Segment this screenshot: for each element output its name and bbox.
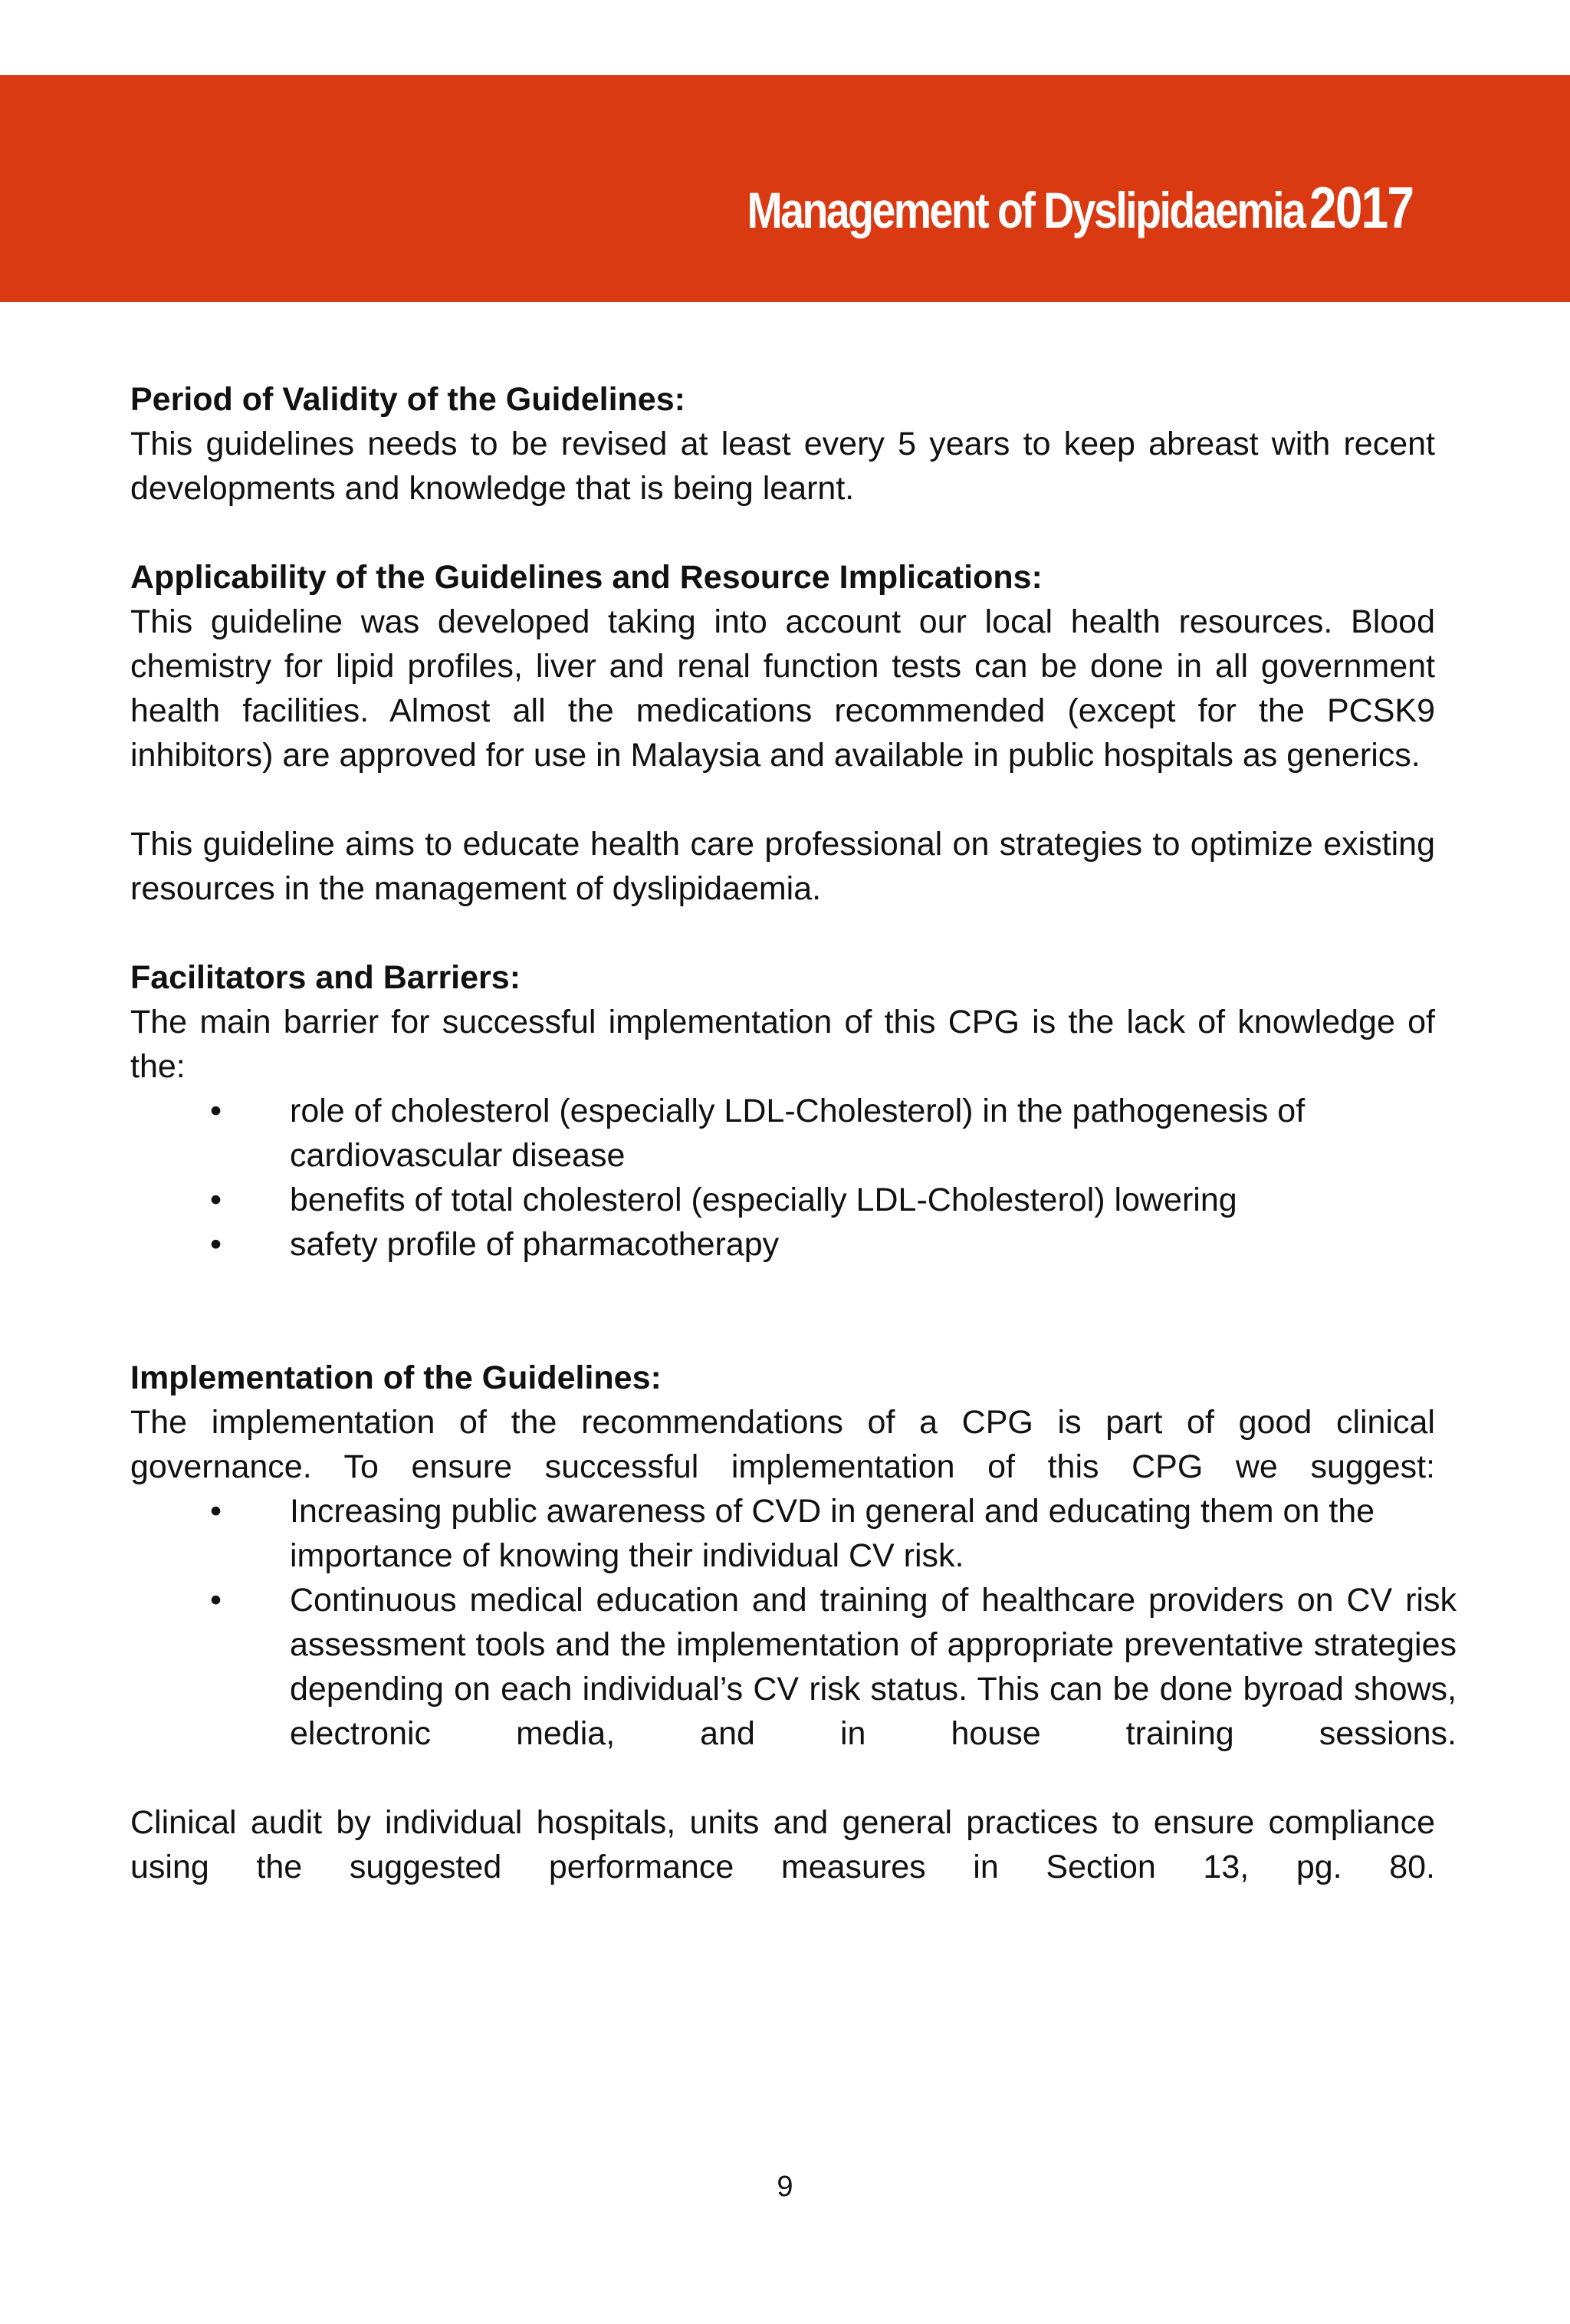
list-item — [130, 1489, 1435, 1578]
section-heading: Applicability of the Guidelines and Resource Implications: — [130, 559, 1043, 596]
section-applicability — [130, 555, 1435, 777]
list-item — [130, 1578, 1457, 1756]
section-heading: Period of Validity of the Guidelines: — [130, 381, 685, 418]
header-title-text: Management of Dyslipidaemia — [747, 182, 1304, 238]
header-year: 2017 — [1309, 176, 1413, 241]
page-number: 9 — [777, 2171, 793, 2203]
section-heading: Implementation of the Guidelines: — [130, 1359, 662, 1396]
section-paragraph: Clinical audit by individual hospitals, units and general practices to ensure compliance using the suggested performance measures in Section 13, pg. 80. — [130, 1804, 1435, 1885]
section-facilitators — [130, 955, 1435, 1267]
bullet-icon: • — [210, 1182, 222, 1218]
bullet-icon: • — [210, 1093, 222, 1129]
section-paragraph: The main barrier for successful implementation of this CPG is the lack of knowledge of the: — [130, 1004, 1435, 1085]
list-item-text: Continuous medical education and training of healthcare providers on CV risk assessment tools and the implementation of appropriate preventative strategies depending on each individual’s CV risk status. This can be done byroad shows, electronic media, and in house training sessions. — [290, 1582, 1457, 1752]
section-paragraph: This guidelines needs to be revised at least every 5 years to keep abreast with recent developments and knowledge that is being learnt. — [130, 426, 1435, 507]
list-item-text: Increasing public awareness of CVD in general and educating them on the importance of knowing their individual CV risk. — [290, 1493, 1375, 1574]
page-content — [130, 377, 1457, 1934]
section-paragraph: This guideline was developed taking into account our local health resources. Blood chemistry for lipid profiles, liver and renal function tests can be done in all government health facilities. Almost all the medications recommended (except for the PCSK9 inhibitors) are approved for use in Malaysia and available in public hospitals as generics. — [130, 603, 1435, 774]
section-paragraph: This guideline aims to educate health care professional on strategies to optimize existing resources in the management of dyslipidaemia. — [130, 826, 1435, 907]
header-title — [747, 178, 1413, 241]
list-item-text: safety profile of pharmacotherapy — [290, 1226, 780, 1263]
bullet-icon: • — [210, 1582, 222, 1619]
section-implementation — [130, 1356, 1457, 1756]
list-item — [130, 1089, 1435, 1178]
list-item — [130, 1222, 1435, 1267]
section-paragraph: The implementation of the recommendations of a CPG is part of good clinical governance. To ensure successful implementation of this CPG we suggest: — [130, 1404, 1435, 1485]
barrier-list — [130, 1089, 1435, 1267]
bullet-icon: • — [210, 1493, 222, 1530]
implementation-list — [130, 1489, 1457, 1756]
section-heading: Facilitators and Barriers: — [130, 959, 521, 996]
list-item — [130, 1178, 1435, 1222]
list-item-text: role of cholesterol (especially LDL-Cholesterol) in the pathogenesis of cardiovascular disease — [290, 1093, 1306, 1174]
list-item-text: benefits of total cholesterol (especially LDL-Cholesterol) lowering — [290, 1182, 1237, 1218]
bullet-icon: • — [210, 1226, 222, 1263]
section-clinical-audit — [130, 1800, 1435, 1889]
section-applicability-continued — [130, 822, 1435, 911]
section-validity — [130, 377, 1435, 511]
